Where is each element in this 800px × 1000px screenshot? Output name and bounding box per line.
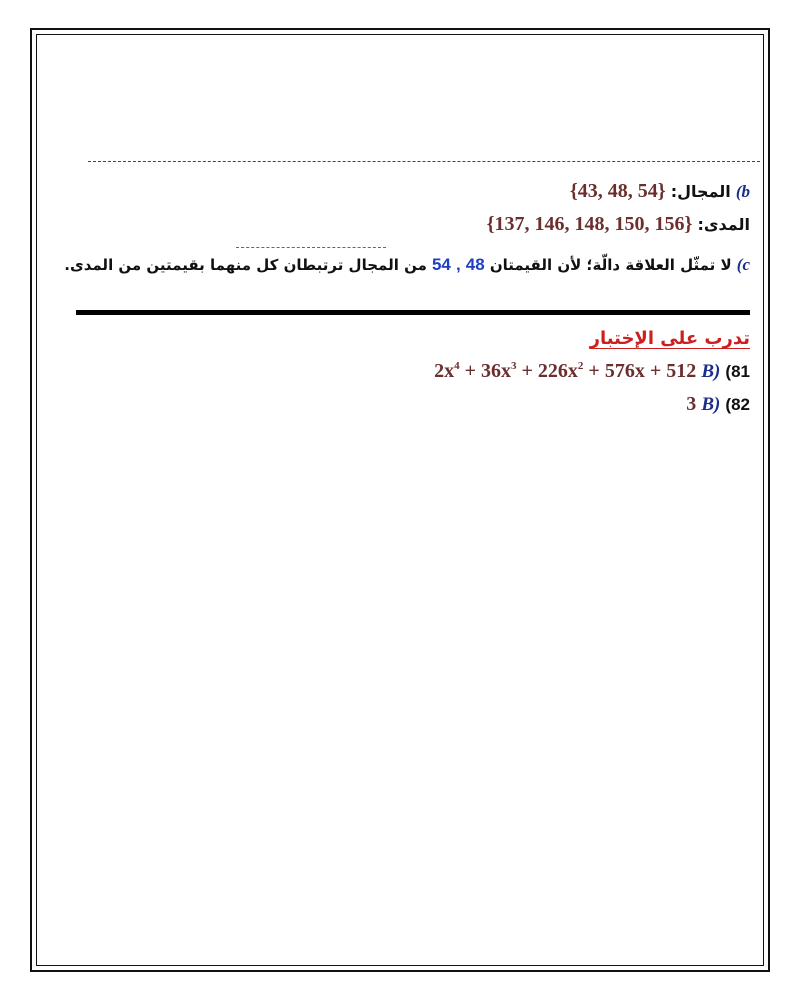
range-label: المدى: — [697, 215, 750, 234]
question-81-answer: $2x^4 + 36x^3 + 226x^2 + 576x + 512$ — [434, 360, 697, 382]
part-b-letter: b — [741, 182, 750, 201]
question-82-choice: (B — [701, 394, 721, 415]
question-82-number: (82 — [725, 395, 750, 414]
domain-label: المجال: — [670, 182, 731, 201]
question-81 — [434, 360, 750, 383]
part-c-value-1: 48 — [465, 255, 485, 274]
part-b-paren: ) — [735, 182, 742, 201]
domain-line — [570, 180, 750, 203]
question-81-choice: (B — [701, 361, 721, 382]
part-c-text-before: لا تمثّل العلاقة دالّة؛ لأن القيمتان — [489, 256, 732, 274]
part-c-letter: c — [742, 255, 750, 274]
range-line — [487, 213, 750, 236]
domain-set: {43, 48, 54} — [569, 180, 666, 202]
page-frame-inner — [36, 34, 764, 966]
dashed-separator-short — [236, 247, 386, 248]
question-82 — [686, 393, 750, 416]
part-c-separator: , — [455, 255, 461, 274]
dashed-separator — [88, 161, 760, 162]
practice-heading-wrap — [590, 328, 750, 349]
part-c-paren: ) — [736, 255, 743, 274]
practice-heading: تدرب على الإختبار — [589, 328, 750, 349]
question-81-number: (81 — [725, 362, 750, 381]
part-c-value-2: 54 — [431, 255, 451, 274]
range-set: {137, 146, 148, 150, 156} — [486, 213, 693, 235]
part-c-line — [64, 255, 750, 275]
part-c-text-after: من المجال ترتبطان كل منهما بقيمتين من المدى. — [64, 256, 427, 274]
question-82-answer: 3 — [686, 393, 697, 415]
section-rule — [76, 310, 750, 315]
